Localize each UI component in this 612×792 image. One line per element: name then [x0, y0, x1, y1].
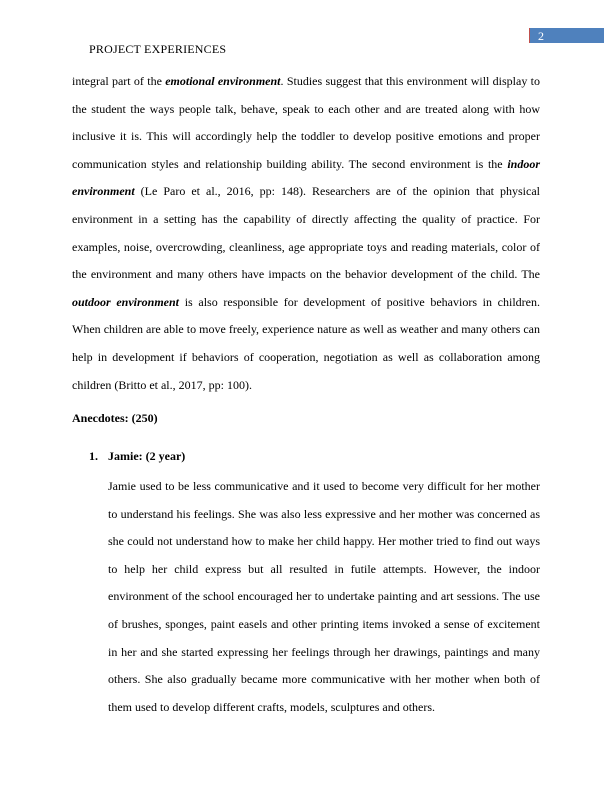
body-paragraph [72, 68, 540, 399]
list-item-text: Jamie used to be less communicative and it used to become very difficult for her mother to understand his feelings. She was also less expressive and her mother was concerned as she could not understand how to make her child happy. Her mother tried to find out ways to help her child express but all resulted in futile attempts. However, the indoor environment of the school encouraged her to undertake painting and art sessions. The use of brushes, sponges, paint easels and other printing items invoked a sense of excitement in her and she started expressing her feelings through her drawings, paintings and many others. She also gradually became more communicative with her mother when both of them used to develop different crafts, models, sculptures and others. [108, 479, 540, 714]
running-head: PROJECT EXPERIENCES [89, 42, 227, 56]
page-number: 2 [538, 29, 544, 43]
section-heading-anecdotes: Anecdotes: (250) [72, 411, 158, 425]
emphasis-emotional-environment: emotional environment [165, 74, 281, 88]
body-text-segment: integral part of the [72, 74, 166, 88]
emphasis-indoor-environment: indoor environment [72, 156, 540, 199]
body-text-segment: is also responsible for development of positive behaviors in children. When children are able to move freely, experience nature as well as weather and many others can help in development if behaviors of cooperation, negotiation as well as collaboration among children (Britto et al., 2017, pp: 100). [72, 294, 540, 392]
list-item-title: Jamie: (2 year) [108, 449, 186, 463]
page-number-box [529, 28, 604, 43]
emphasis-outdoor-environment: outdoor environment [72, 294, 180, 309]
body-text-segment: (Le Paro et al., 2016, pp: 148). Researchers are of the opinion that physical environment in a setting has the capability of directly affecting the quality of practice. For examples, noise, overcrowding, cleanliness, age appropriate toys and reading materials, color of the environment and many others have impacts on the behavior development of the child. The [72, 184, 540, 282]
list-item-number: 1. [89, 449, 98, 463]
body-text-segment: . Studies suggest that this environment will display to the student the ways people talk, behave, speak to each other and are treated along with how inclusive it is. This will accordingly help the toddler to develop positive emotions and proper communication styles and relationship building ability. The second environment is the [72, 74, 540, 171]
